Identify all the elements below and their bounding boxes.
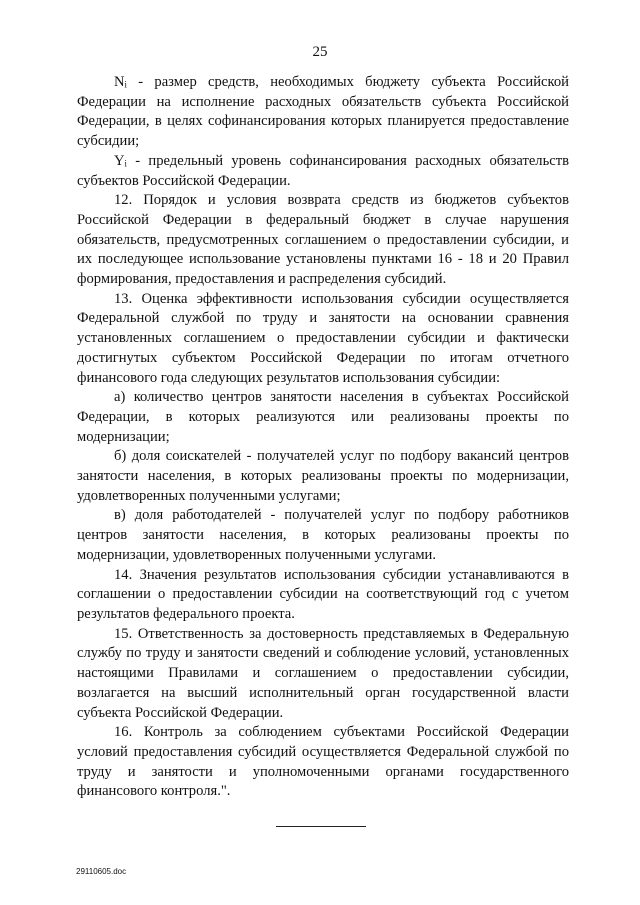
paragraph-12: 12. Порядок и условия возврата средств из бюджетов субъектов Российской Федерации в федеральный бюджет в случае нарушения обязательств, предусмотренных соглашением о предоставлении субсидии, и их последующее использование установлены пунктами 16 - 18 и 20 Правил формирования, предоставления и распределения субсидий. xyxy=(77,192,569,288)
document-body xyxy=(77,73,569,802)
paragraph-14: 14. Значения результатов использования субсидии устанавливаются в соглашении о предоставлении субсидии на соответствующий год с учетом результатов федерального проекта. xyxy=(77,566,569,622)
footer-file-name: 29110605.doc xyxy=(76,867,127,876)
paragraph-13-b: б) доля соискателей - получателей услуг по подбору вакансий центров занятости населения, в которых реализованы проекты по модернизации, удовлетворенных полученными услугами; xyxy=(77,448,569,504)
paragraph-yi-definition: Yᵢ - предельный уровень софинансирования расходных обязательств субъектов Российской Федерации. xyxy=(77,152,569,189)
paragraph-16: 16. Контроль за соблюдением субъектами Российской Федерации условий предоставления субсидий осуществляется Федеральной службой по труду и занятости и уполномоченными органами государственного финансового контроля.". xyxy=(77,724,569,800)
paragraph-ni-definition: Nᵢ - размер средств, необходимых бюджету субъекта Российской Федерации на исполнение расходных обязательств субъекта Российской Федерации, в целях софинансирования которых планируется предоставление субсидии; xyxy=(77,74,569,150)
paragraph-13: 13. Оценка эффективности использования субсидии осуществляется Федеральной службой по труду и занятости на основании сравнения установленных соглашением о предоставлении субсидии и фактически достигнутых субъектом Российской Федерации по итогам отчетного финансового года следующих результатов использования субсидии: xyxy=(77,290,569,386)
page-number: 25 xyxy=(312,44,328,60)
end-separator-line xyxy=(276,826,366,827)
paragraph-13-v: в) доля работодателей - получателей услуг по подбору работников центров занятости населения, в которых реализованы проекты по модернизации, удовлетворенных полученными услугами. xyxy=(77,507,569,563)
paragraph-15: 15. Ответственность за достоверность представляемых в Федеральную службу по труду и занятости сведений и соблюдение условий, установленных настоящими Правилами и соглашением о предоставлении субсидии, возлагается на высший исполнительный орган государственной власти субъекта Российской Федерации. xyxy=(77,625,569,721)
paragraph-13-a: а) количество центров занятости населения в субъектах Российской Федерации, в которых реализуются или реализованы проекты по модернизации; xyxy=(77,389,569,445)
